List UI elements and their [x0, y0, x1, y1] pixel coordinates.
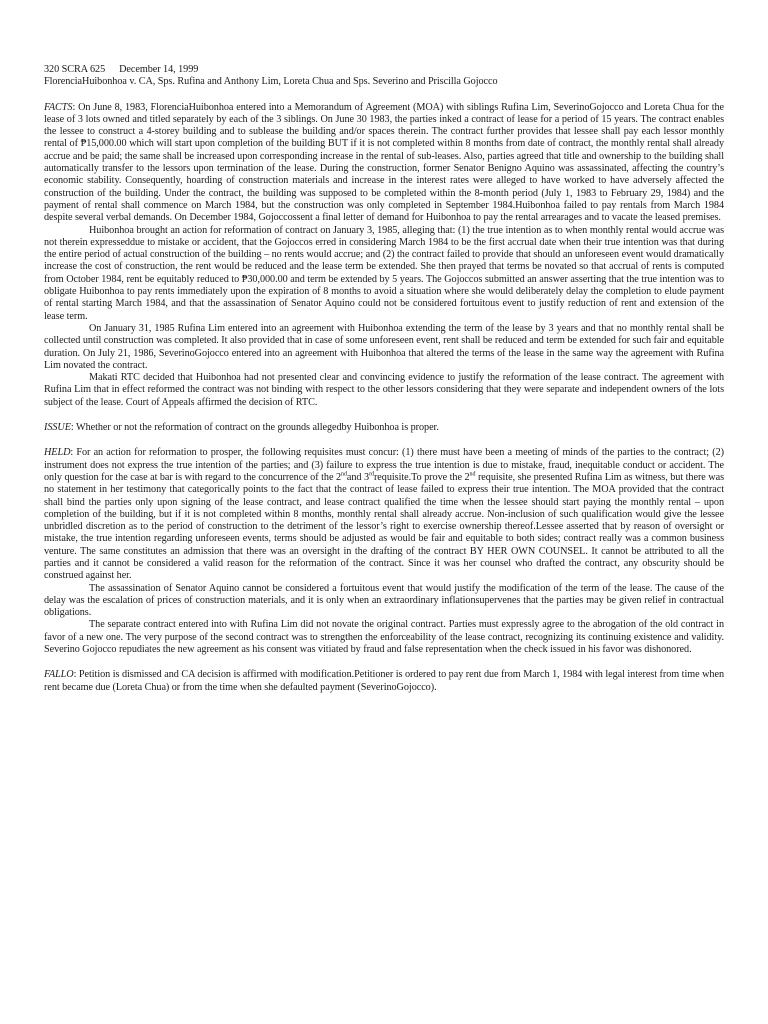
case-parties: FlorenciaHuibonhoa v. CA, Sps. Rufina and Anthony Lim, Loreta Chua and Sps. Severino and Priscilla Gojocco [44, 76, 498, 88]
held-text-1d: requisite, she presented Rufina Lim as witness, but there was no statement in her testimony that categorically points to the fact that the contract of lease failed to express their true intention. The MOA provided that the contract shall bind the parties only upon signing of the lease contract, and lease contract qualified the time when the lessee should start paying the monthly rental – upon completion of the building, but if it is not completed within 8 months, monthly rental shall already accrue. Non-inclusion of such qualification would give the lessee unbridled discretion as to the period of construction to the detriment of the lessor’s right to exercise ownership thereof.Lessee asserted that by reason of oversight or mistake, the true intention regarding unforeseen events, terms should be adjusted as would be fair and equitable to both sides; contract really was a common business venture. The same constitutes an admission that there was an oversight in the drafting of the contract BY HER OWN COUNSEL. It cannot be attributed to all the parties and it cannot be considered a valid reason for the reformation of the contract. Since it was her counsel who drafted the contract, any obscurity should be construed against her. [44, 471, 724, 582]
held-paragraph-2: The assassination of Senator Aquino cannot be considered a fortuitous event that would justify the modification of the term of the lease. The cause of the delay was the escalation of prices of construction materials, and it is only when an extraordinary inflationsupervenes that the parties may be given relief in contractual obligations. [44, 582, 724, 619]
superscript-nd: nd [341, 471, 347, 478]
held-label: HELD [44, 447, 71, 459]
facts-paragraph-4: Makati RTC decided that Huibonhoa had not presented clear and convincing evidence to justify the reformation of the lease contract. The agreement with Rufina Lim that in effect reformed the contract was not binding with respect to the other lessors considering that they were separate and independent owners of the lots subject of the lease. Court of Appeals affirmed the decision of RTC. [44, 372, 724, 408]
fallo-paragraph [44, 669, 724, 694]
issue-paragraph [44, 422, 724, 434]
facts-paragraph-2: Huibonhoa brought an action for reformation of contract on January 3, 1985, alleging that: (1) the true intention as to when monthly rental would accrue was not therein expresseddue to mistake or accident, that the Gojoccos erred in considering March 1984 to be the first accrual date when their true intention was that during the entire period of actual construction of the building – no rents would accrue; and (2) the contract failed to provide that should an unforeseen event would dramatically increase the cost of construction, the rent would be reduced and the lease term be extended. She then prayed that terms be novated so that accrual of rents is computed from October 1984, rent be equitably reduced to ₱30,000.00 and term be extended by 5 years. The Gojoccos submitted an answer asserting that the true intention was to obligate Huibonhoa to pay rents immediately upon the expiration of 8 months to avoid a situation where she would deliberately delay the completion to elude payment of rental starting March 1984, and that the assassination of Senator Aquino could not be considered fortuitous event to justify reduction of rent and extension of the lease term. [44, 224, 724, 322]
issue-text: : Whether or not the reformation of contract on the grounds allegedby Huibonhoa is proper. [70, 422, 439, 434]
fallo-label: FALLO [44, 669, 74, 681]
case-citation-line [44, 64, 724, 76]
case-reference: 320 SCRA 625 [44, 64, 106, 75]
held-text-1c: requisite.To prove the 2 [373, 471, 470, 483]
superscript-nd-2: nd [469, 471, 476, 478]
facts-label: FACTS [44, 101, 73, 113]
held-text-1a: : For an action for reformation to prosper, the following requisites must concur: (1) there must have been a meeting of minds of the parties to the contract; (2) instrument does not express the true intention of the parties; and (3) failure to express the true intention is due to mistake, fraud, inequitable conduct or accident. The only question for the case at bar is with regard to the concurrence of the 2 [44, 447, 724, 483]
held-text-1b: and 3 [346, 471, 370, 483]
held-paragraph-3: The separate contract entered into with Rufina Lim did not novate the original contract. Parties must expressly agree to the abrogation of the old contract in favor of a new one. The very purpose of the second contract was to strengthen the enforceability of the lease contract, recognizing its continuing existence and validity. Severino Gojocco repudiates the new agreement as his consent was vitiated by fraud and false representation when the check issued in his favor was dishonored. [44, 619, 724, 656]
fallo-text: : Petition is dismissed and CA decision is affirmed with modification.Petitioner is ordered to pay rent due from March 1, 1984 with legal interest from time when rent became due (Loreta Chua) or from the time when she defaulted payment (SeverinoGojocco). [44, 669, 724, 693]
facts-text-1: : On June 8, 1983, FlorenciaHuibonhoa entered into a Memorandum of Agreement (MOA) with siblings Rufina Lim, SeverinoGojocco and Loreta Chua for the lease of 3 lots owned and titled separately by each of the 3 siblings. On June 30 1983, the parties inked a contract of lease for a period of 15 years. The contract enables the lessee to construct a 4-storey building and to sublease the building and/or spaces therein. The contract further provides that lessee shall pay each lessor monthly rental of ₱15,000.00 which will start upon completion of the building BUT if it is not completed within 8 months from date of contract, the monthly rental shall already accrue and be paid; the same shall be increased upon corresponding increase in the rental of sub-leases. Also, parties agreed that title and ownership to the building shall automatically transfer to the lessors upon termination of the lease. During the construction, former Senator Benigno Aquino was assassinated, affecting the country’s economic stability. Consequently, hoarding of construction materials and increase in the interest rates were alleged to have worked to have adversely affected the construction of the building. Under the contract, the building was supposed to be completed within the 8-month period (July 1, 1983 to February 29, 1984) and the payment of rental shall commence on March 1984, but the construction was only completed in September 1984.Huibonhoa failed to pay rentals from March 1984 despite several verbal demands. On December 1984, Gojoccossent a final letter of demand for Huibonhoa to pay the rental arrearages and to vacate the leased premises. [44, 101, 724, 224]
held-paragraph-1 [44, 447, 724, 582]
facts-paragraph-3: On January 31, 1985 Rufina Lim entered into an agreement with Huibonhoa extending the term of the lease by 3 years and that no monthly rental shall be collected until construction was completed. It also provided that in case of some unforeseen event, rent shall be reduced and term be extended for such fair and equitable duration. On July 21, 1986, SeverinoGojocco entered into an agreement with Huibonhoa that altered the terms of the lease in the same way the agreement with Rufina Lim novated the contract. [44, 322, 724, 371]
superscript-rd: rd [369, 471, 374, 478]
case-date: December 14, 1999 [119, 64, 199, 75]
facts-paragraph-1 [44, 102, 724, 225]
issue-label: ISSUE [44, 422, 71, 434]
